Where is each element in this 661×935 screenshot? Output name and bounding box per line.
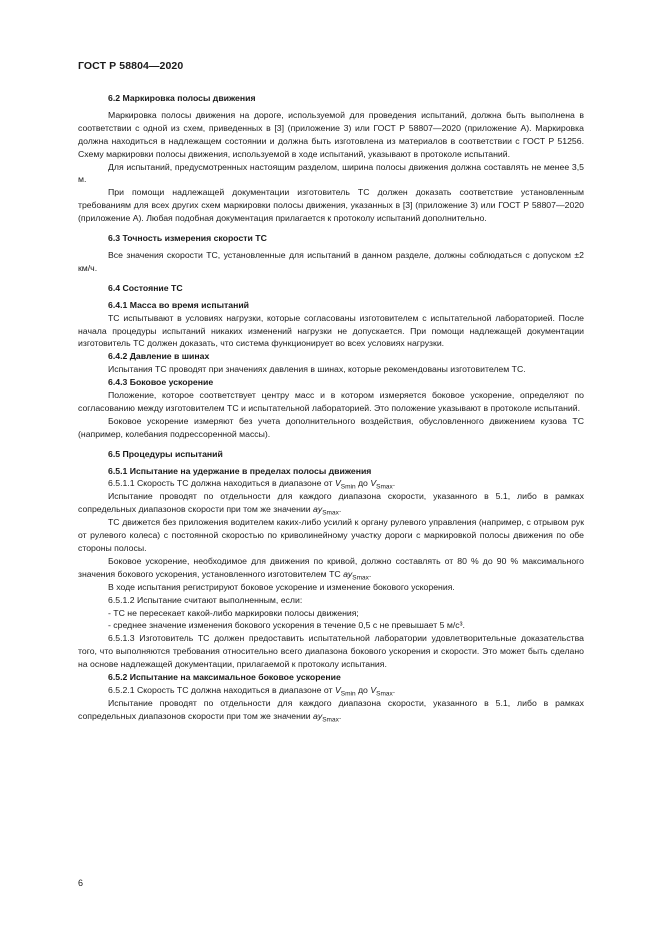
subsection-heading-6-5-2: 6.5.2 Испытание на максимальное боковое ускорение <box>108 672 341 683</box>
subsection-heading-6-4-2: 6.4.2 Давление в шинах <box>108 351 210 362</box>
paragraph: В ходе испытания регистрируют боковое ускорение и изменение бокового ускорения. <box>108 581 455 592</box>
page-number: 6 <box>78 878 84 888</box>
paragraph: Боковое ускорение, необходимое для движения по кривой, должно составлять от 80 % до 90 % максимального значения бокового ускорения, установленного изготовителем ТС $ay_{Smax}$. <box>78 555 584 582</box>
page-content <box>78 92 584 723</box>
paragraph: Все значения скорости ТС, установленные для испытаний в данном разделе, должны соблюдаться с допуском ±2 км/ч. <box>78 249 584 273</box>
paragraph: Испытание проводят по отдельности для каждого диапазона скорости, указанного в 5.1, либо в рамках сопредельных диапазонов скорости при том же значении $ay_{Smax}$. <box>78 697 584 724</box>
paragraph-6-5-1-1: 6.5.1.1 Скорость ТС должна находиться в диапазоне от $V_{Smin}$ до $V_{Smax}$. <box>108 478 396 492</box>
paragraph-6-5-1-3: 6.5.1.3 Изготовитель ТС должен предоставить испытательной лаборатории удовлетворительные доказательства того, что выполняются требования относительно всего диапазона бокового ускорения и скорости. Это может быть сделано на основе надлежащей документации, прилагаемой к протоколу испытания. <box>78 633 584 670</box>
paragraph: Боковое ускорение измеряют без учета дополнительного воздействия, обусловленного движением кузова ТС (например, колебания подрессоренной массы). <box>78 415 584 439</box>
paragraph: Для испытаний, предусмотренных настоящим разделом, ширина полосы движения должна составлять не менее 3,5 м. <box>78 161 584 185</box>
section-heading-6-2: 6.2 Маркировка полосы движения <box>108 93 256 103</box>
list-item: - среднее значение изменения бокового ускорения в течение 0,5 с не превышает 5 м/с³. <box>108 620 465 631</box>
paragraph: При помощи надлежащей документации изготовитель ТС должен доказать соответствие установленным требованиям для всех других схем маркировки полосы движения, указанных в [3] (приложение 3) или ГОСТ Р 58807—2020 (приложение А). Любая подобная документация прилагается к протоколу испытаний дополнительно. <box>78 187 584 224</box>
subsection-heading-6-4-1: 6.4.1 Масса во время испытаний <box>108 299 249 310</box>
subsection-heading-6-5-1: 6.5.1 Испытание на удержание в пределах полосы движения <box>108 465 372 476</box>
paragraph: Положение, которое соответствует центру масс и в котором измеряется боковое ускорение, определяют по согласованию между изготовителем ТС и испытательной лабораторией. Это положение указывают в протоколе испытаний. <box>78 390 584 413</box>
paragraph: Испытание проводят по отдельности для каждого диапазона скорости, указанного в 5.1, либо в рамках сопредельных диапазонов скорости при том же значении $ay_{Smax}$. <box>78 491 584 518</box>
paragraph: Испытания ТС проводят при значениях давления в шинах, которые рекомендованы изготовителем ТС. <box>108 364 526 375</box>
paragraph-6-5-1-2: 6.5.1.2 Испытание считают выполненным, если: <box>108 594 303 605</box>
paragraph: ТС испытывают в условиях нагрузки, которые согласованы изготовителем с испытательной лабораторией. После начала процедуры испытаний никаких изменений нагрузки не допускается. При помощи надлежащей документации изготовитель ТС должен доказать, что система функционирует во всех условиях нагрузки. <box>78 312 584 349</box>
section-heading-6-5: 6.5 Процедуры испытаний <box>108 448 223 459</box>
section-heading-6-4: 6.4 Состояние ТС <box>108 282 183 293</box>
paragraph-6-5-2-1: 6.5.2.1 Скорость ТС должна находиться в диапазоне от $V_{Smin}$ до $V_{Smax}$. <box>108 684 396 698</box>
section-heading-6-3: 6.3 Точность измерения скорости ТС <box>108 233 267 244</box>
paragraph: Маркировка полосы движения на дороге, используемой для проведения испытаний, должна быть выполнена в соответствии с одной из схем, приведенных в [3] (приложение 3) или ГОСТ Р 58807—2020 (приложение А). Маркировка должна находиться в надлежащем состоянии и должна быть изготовлена из материалов в соответствии с ГОСТ Р 51256. Схему маркировки полосы движения, используемой в ходе испытаний, указывают в протоколе испытаний. <box>78 109 584 159</box>
paragraph: ТС движется без приложения водителем каких-либо усилий к органу рулевого управления (например, с отрывом рук от рулевого колеса) с постоянной скоростью по криволинейному участку дороги с маркировкой полосы движения по обе стороны полосы. <box>78 517 584 553</box>
subsection-heading-6-4-3: 6.4.3 Боковое ускорение <box>108 377 214 388</box>
document-header: ГОСТ Р 58804—2020 <box>78 60 184 72</box>
list-item: - ТС не пересекает какой-либо маркировки полосы движения; <box>108 607 359 618</box>
